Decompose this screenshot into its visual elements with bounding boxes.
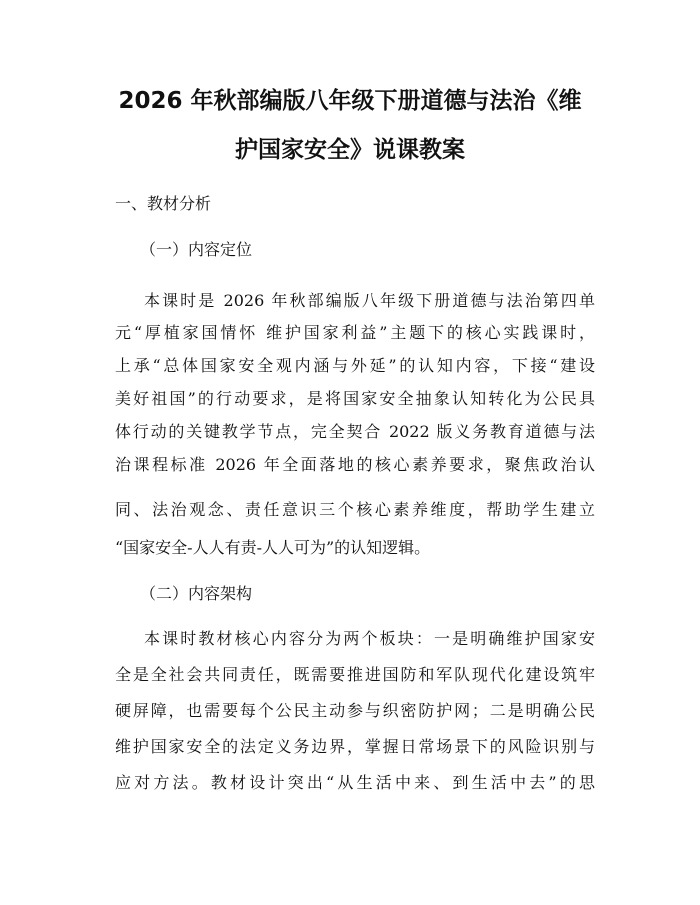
- subsection-heading-content-structure: （二）内容架构: [140, 584, 253, 603]
- paragraph-line: 维护国家安全的法定义务边界，掌握日常场景下的风险识别与: [115, 737, 595, 756]
- section-heading-textbook-analysis: 一、教材分析: [115, 194, 212, 213]
- paragraph-line: 美好祖国”的行动要求，是将国家安全抽象认知转化为公民具: [115, 389, 595, 408]
- paragraph-line: 体行动的关键教学节点，完全契合 2022 版义务教育道德与法: [115, 422, 595, 441]
- paragraph-line: “国家安全-人人有责-人人可为”的认知逻辑。: [115, 538, 431, 557]
- paragraph-line: 本课时是 2026 年秋部编版八年级下册道德与法治第四单: [144, 291, 595, 310]
- document-title-line-1: 2026 年秋部编版八年级下册道德与法治《维: [118, 88, 582, 114]
- paragraph-line: 元“厚植家国情怀 维护国家利益”主题下的核心实践课时，: [115, 323, 595, 342]
- paragraph-line: 全是全社会共同责任，既需要推进国防和军队现代化建设筑牢: [115, 665, 595, 684]
- paragraph-line: 硬屏障，也需要每个公民主动参与织密防护网；二是明确公民: [115, 701, 595, 720]
- paragraph-line: 本课时教材核心内容分为两个板块：一是明确维护国家安: [144, 629, 595, 648]
- paragraph-line: 上承“总体国家安全观内涵与外延”的认知内容，下接“建设: [115, 356, 595, 375]
- paragraph-line: 同、法治观念、责任意识三个核心素养维度，帮助学生建立: [115, 500, 595, 519]
- paragraph-line: 治课程标准 2026 年全面落地的核心素养要求，聚焦政治认: [115, 455, 595, 474]
- paragraph-line: 应对方法。教材设计突出“从生活中来、到生活中去”的思: [115, 773, 595, 792]
- subsection-heading-content-positioning: （一）内容定位: [140, 240, 253, 259]
- document-title-line-2: 护国家安全》说课教案: [235, 137, 465, 163]
